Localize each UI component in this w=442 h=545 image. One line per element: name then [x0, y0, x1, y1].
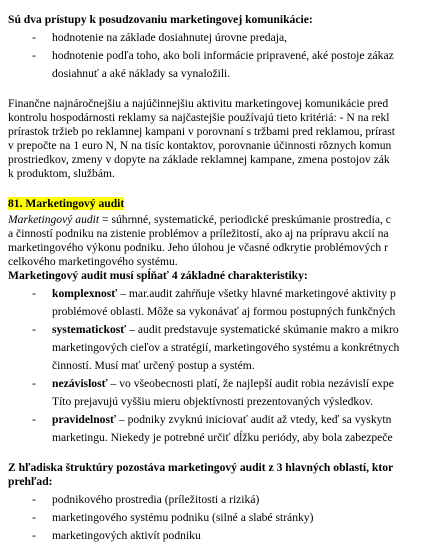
list-item-continuation: dosiahnuť a aké náklady sa vynaložili. [52, 67, 231, 80]
bullet-dash: - [32, 49, 36, 62]
paragraph-line: kontrolu hospodárnosti reklamy sa najčastejšie používajú tieto kritériá: - N na rekl [8, 111, 390, 124]
section-title-highlight: 81. Marketingový audit [8, 197, 125, 210]
characteristic-text: – vo všeobecnosti platí, že najlepší audit robia nezávislí expe [107, 377, 394, 390]
bullet-dash: - [32, 413, 36, 426]
paragraph-line: v prepočte na 1 euro N, N na tisíc kontaktov, porovnanie účinnosti rôznych komun [8, 139, 392, 152]
definition-line [8, 213, 391, 227]
bullet-dash: - [32, 323, 36, 336]
characteristic-continuation: problémové oblasti. Môže sa vykonávať aj formou postupných funkčných [52, 305, 396, 318]
list-item: marketingového systému podniku (silné a slabé stránky) [52, 511, 314, 524]
bullet-dash: - [32, 377, 36, 390]
characteristic-continuation: činností. Musí mať určený postup a systém. [52, 359, 255, 372]
characteristic-continuation: Títo prejavujú vyššiu mieru objektívnosti prezentovaných výsledkov. [52, 395, 373, 408]
characteristic-item [52, 287, 396, 301]
bullet-dash: - [32, 287, 36, 300]
characteristic-item [52, 413, 391, 427]
characteristic-text: – audit predstavuje systematické skúmanie makro a mikro [126, 323, 399, 336]
characteristic-item [52, 323, 399, 337]
paragraph-line: prírastok tržieb po reklamnej kampani v porovnaní s tržbami pred reklamou, prírast [8, 125, 395, 138]
characteristic-text: – podniky zvyknú iniciovať audit až vtedy, keď sa vyskytn [116, 413, 392, 426]
section-title [8, 197, 124, 211]
characteristic-term: systematickosť [52, 323, 127, 336]
list-item: hodnotenie na základe dosiahnutej úrovne predaja, [52, 31, 288, 44]
list-item: podnikového prostredia (príležitosti a riziká) [52, 493, 260, 506]
characteristic-term: komplexnosť [52, 287, 118, 300]
characteristic-continuation: marketingových cieľov a stratégií, marketingového systému a konkrétnych [52, 341, 400, 354]
definition-term: Marketingový audit [8, 213, 100, 226]
list-item: marketingových aktivít podniku [52, 529, 201, 542]
section1-heading: Sú dva prístupy k posudzovaniu marketingovej komunikácie: [8, 13, 313, 26]
definition-line: a činností podniku na zistenie problémov a príležitostí, ako aj na prípravu akcií na [8, 227, 389, 240]
characteristic-text: – mar.audit zahŕňuje všetky hlavné marketingové aktivity p [117, 287, 396, 300]
characteristic-term: pravidelnosť [52, 413, 117, 426]
paragraph-line: Finančne najnáročnejšiu a najúčinnejšiu aktivitu marketingovej komunikácie pred [8, 97, 389, 110]
definition-line: celkového marketingového systému. [8, 255, 178, 268]
paragraph-line: k produktom, službám. [8, 167, 115, 180]
definition-line: marketingového výkonu podniku. Jeho úlohou je včasné odkrytie problémových r [8, 241, 388, 254]
bullet-dash: - [32, 493, 36, 506]
section3-heading: prehľad: [8, 475, 53, 488]
section3-heading: Z hľadiska štruktúry pozostáva marketingový audit z 3 hlavných oblastí, ktor [8, 461, 394, 474]
paragraph-line: prostriedkov, zmeny v dopyte na základe reklamnej kampane, zmena postojov zák [8, 153, 390, 166]
bullet-dash: - [32, 529, 36, 542]
characteristics-heading: Marketingový audit musí spĺňať 4 základné charakteristiky: [8, 269, 308, 282]
list-item: hodnotenie podľa toho, ako boli informácie pripravené, aké postoje zákaz [52, 49, 394, 62]
bullet-dash: - [32, 511, 36, 524]
bullet-dash: - [32, 31, 36, 44]
characteristic-item [52, 377, 394, 391]
definition-text: = súhrnné, systematické, periodické preskúmanie prostredia, c [99, 213, 391, 226]
characteristic-term: nezávislosť [52, 377, 108, 390]
characteristic-continuation: marketingu. Niekedy je potrebné určiť dĺžku periódy, aby bola zabezpeče [52, 431, 393, 444]
